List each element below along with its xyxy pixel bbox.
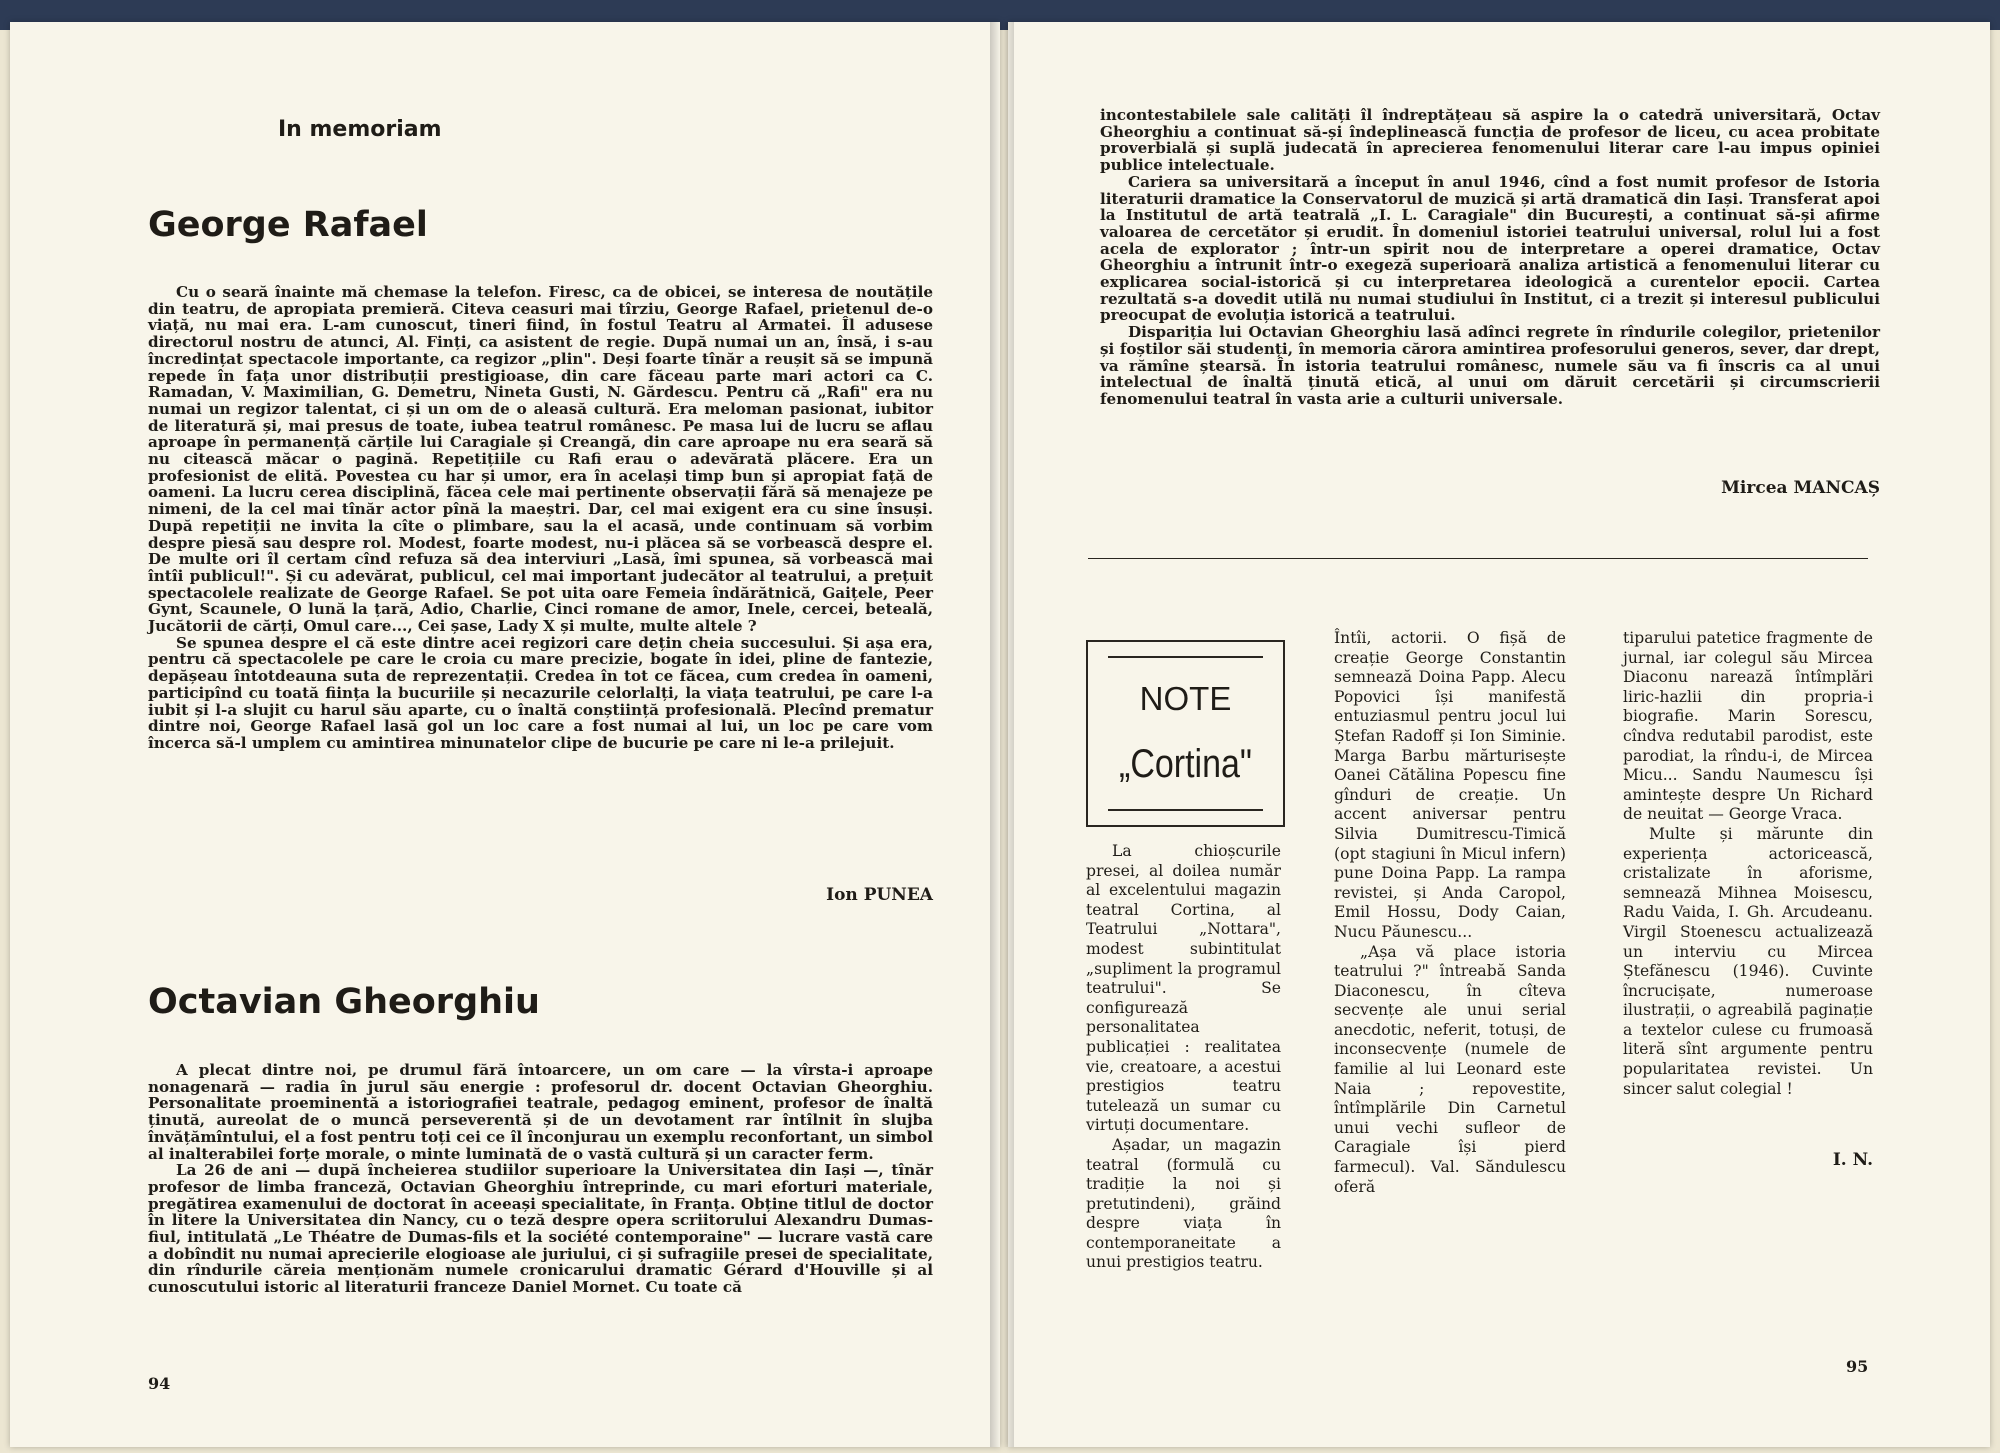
article-continuation-octavian-gheorghiu	[1100, 107, 1880, 408]
article-title-octavian-gheorghiu: Octavian Gheorghiu	[148, 982, 540, 1022]
paragraph: Cu o seară înainte mă chemase la telefon. Firesc, ca de obicei, se interesa de noutățile din teatru, de apropiata premieră. Citeva ceasuri mai tîrziu, George Rafael, prietenul de-o viață, nu mai era. L-am cunoscut, tineri fiind, în fostul Teatru al Armatei. Îl adusese directorul nostru de atunci, Al. Finți, ca asistent de regie. După numai un an, însă, i s-au încredințat spectacole importante, ca regizor „plin". Deși foarte tînăr a reușit să se impună repede în fața unor distribuții prestigioase, din care făceau parte mari actori ca C. Ramadan, V. Maximilian, G. Demetru, Nineta Gusti, N. Gărdescu. Pentru că „Rafi" era nu numai un regizor talentat, ci și un om de o aleasă cultură. Era meloman pasionat, iubitor de literatură și, mai presus de toate, iubea teatrul românesc. Pe masa lui de lucru se aflau aproape în permanență cărțile lui Caragiale și Creangă, din care aproape nu era seară să nu citească măcar o pagină. Repetițiile cu Rafi erau o adevărată plăcere. Era un profesionist de elită. Povestea cu har și umor, era în același timp bun și apropiat față de oameni. La lucru cerea disciplină, făcea cele mai pertinente observații fără să menajeze pe nimeni, de la cel mai tînăr actor pînă la maeștri. Dar, cel mai exigent era cu sine însuși. După repetiții ne invita la cîte o plimbare, sau la el acasă, unde continuam să vorbim despre piesă sau despre rol. Modest, foarte modest, nu-i plăcea să se vorbească despre el. De multe ori îl certam cînd refuza să dea interviuri „Lasă, îmi spunea, să vorbească mai întîi publicul!". Și cu adevărat, publicul, cel mai important judecător al teatrului, a prețuit spectacolele realizate de George Rafael. Se pot uita oare Femeia îndărătnică, Gaițele, Peer Gynt, Scaunele, O lună la țară, Adio, Charlie, Cinci romane de amor, Inele, cercei, beteală, Jucătorii de cărți, Omul care..., Cei șase, Lady X și multe, multe altele ?	[148, 283, 933, 636]
note-box-bottom-line	[1108, 809, 1263, 811]
section-kicker: In memoriam	[278, 117, 442, 142]
paragraph: Așadar, un magazin teatral (formulă cu tradiție la noi și pretutindeni), grăind despre viața în contemporaneitate a unui prestigios teatru.	[1086, 1135, 1281, 1272]
article-body-octavian-gheorghiu	[148, 1062, 933, 1296]
section-divider	[1088, 558, 1868, 559]
note-subject: „Cortina"	[1119, 742, 1252, 786]
left-page	[10, 22, 1000, 1447]
article-title-george-rafael: George Rafael	[148, 205, 428, 245]
note-column-3	[1623, 629, 1873, 1099]
signature-ion-punea: Ion PUNEA	[826, 885, 933, 905]
paragraph: La 26 de ani — după încheierea studiilor superioare la Universitatea din Iași —, tînăr profesor de limba franceză, Octavian Gheorghiu întreprinde, cu mari eforturi materiale, pregătirea examenului de doctorat în aceeași specialitate, în Franța. Obține titlul de doctor în litere la Universitatea din Nancy, cu o teză despre opera scriitorului Alexandru Dumas-fiul, intitulată „Le Théatre de Dumas-fils et la société contemporaine" — lucrare vastă care a dobîndit nu numai aprecierile elogioase ale juriului, ci și sufragiile presei de specialitate, din rîndurile căreia menționăm numele cronicarului dramatic Gérard d'Houville și al cunoscutului istoric al literaturii franceze Daniel Mornet. Cu toate că	[148, 1161, 933, 1297]
note-column-1	[1086, 842, 1281, 1273]
note-heading: NOTE	[1139, 680, 1232, 717]
note-title-box	[1086, 640, 1285, 827]
article-body-george-rafael	[148, 284, 933, 752]
paragraph: tiparului patetice fragmente de jurnal, iar colegul său Mircea Diaconu narează întîmplări liric-hazlii din propria-i biografie. Marin Sorescu, cîndva redutabil parodist, este parodiat, la rîndu-i, de Mircea Micu... Sandu Naumescu își amintește despre Un Richard de neuitat — George Vraca.	[1623, 629, 1873, 824]
note-box-top-line	[1108, 656, 1263, 658]
paragraph: Cariera sa universitară a început în anul 1946, cînd a fost numit profesor de Istoria literaturii dramatice la Conservatorul de muzică și artă dramatică din Iași. Transferat apoi la Institutul de artă teatrală „I. L. Caragiale" din București, a continuat să-și afirme valoarea de cercetător și erudit. În domeniul istoriei teatrului universal, rolul lui a fost acela de explorator ; într-un spirit nou de interpretare a operei dramatice, Octav Gheorghiu a întrunit într-o exegeză superioară analiza artistică a fenomenului literar cu explicarea social-istorică și cu interpretarea ideologică a curentelor epocii. Cartea rezultată s-a dovedit utilă nu numai studiului în Institut, ci a trezit și interesul publicului preocupat de evoluția istorică a teatrului.	[1100, 172, 1880, 325]
paragraph: incontestabilele sale calități îl îndreptățeau să aspire la o catedră universitară, Octav Gheorghiu a continuat să-și îndeplinească funcția de profesor de liceu, cu acea probitate proverbială și suplă judecată în aprecierea fenomenului literar care l-au impus opiniei publice intelectuale.	[1100, 106, 1880, 175]
note-column-2	[1334, 629, 1566, 1197]
right-page	[1008, 22, 1990, 1447]
book-gutter	[990, 22, 1014, 1447]
paragraph: „Așa vă place istoria teatrului ?" întreabă Sanda Diaconescu, în cîteva secvențe ale unui serial anecdotic, neferit, totuși, de inconsecvențe (numele de familie al lui Leonard este Naia ; repovestite, întîmplările Din Carnetul unui vechi sufleor de Caragiale își pierd farmecul). Val. Săndulescu oferă	[1334, 942, 1566, 1196]
paragraph: A plecat dintre noi, pe drumul fără întoarcere, un om care — la vîrsta-i aproape nonagenară — radia în jurul său energie : profesorul dr. docent Octavian Gheorghiu. Personalitate proeminentă a istoriografiei teatrale, pedagog eminent, profesor de înaltă ținută, aureolat de o muncă perseverentă și de un devotament rar întîlnit în slujba învățămîntului, el a fost pentru toți cei ce îl înconjurau un exemplu reconfortant, un simbol al inalterabilei forțe morale, o minte luminată de o vastă cultură și un caracter ferm.	[148, 1061, 933, 1163]
paragraph: La chioșcurile presei, al doilea număr al excelentului magazin teatral Cortina, al Teatrului „Nottara", modest subintitulat „supliment la programul teatrului". Se configurează personalitatea publicației : realitatea vie, creatoare, a acestui prestigios teatru tutelează un sumar cu virtuți documentare.	[1086, 842, 1281, 1135]
page-number-right: 95	[1846, 1357, 1869, 1376]
paragraph: Multe și mărunte din experiența actoricească, cristalizate în aforisme, semnează Mihnea Moisescu, Radu Vaida, I. Gh. Arcudeanu. Virgil Stoenescu actualizează un interviu cu Mircea Ștefănescu (1946). Cuvinte încrucișate, numeroase ilustrații, o agreabilă paginație a textelor culese cu frumoasă literă sînt argumente pentru popularitatea revistei. Un sincer salut colegial !	[1623, 824, 1873, 1098]
paragraph: Întîi, actorii. O fișă de creație George Constantin semnează Doina Papp. Alecu Popovici își manifestă entuziasmul pentru jocul lui Ștefan Radoff și Ion Siminie. Marga Barbu mărturisește Oanei Cătălina Popescu fine gînduri de creație. Un accent aniversar pentru Silvia Dumitrescu-Timică (opt stagiuni în Micul infern) pune Doina Papp. La rampa revistei, și Anda Caropol, Emil Hossu, Dody Caian, Nucu Păunescu...	[1334, 629, 1566, 941]
signature-mircea-mancas: Mircea MANCAȘ	[1721, 478, 1880, 498]
paragraph: Dispariția lui Octavian Gheorghiu lasă adînci regrete în rîndurile colegilor, prietenilor și foștilor săi studenți, în memoria cărora amintirea profesorului generos, sever, dar drept, va rămîne ștearsă. În istoria teatrului românesc, numele său va fi înscris ca al unui intelectual de înaltă ținută etică, al unui om dăruit cercetării și circumscrierii fenomenului teatral în vasta arie a culturii universale.	[1100, 323, 1880, 408]
paragraph: Se spunea despre el că este dintre acei regizori care dețin cheia succesului. Și așa era, pentru că spectacolele pe care le croia cu mare precizie, bogate în idei, pline de fantezie, depășeau întotdeauna suta de reprezentații. Credea în tot ce făcea, cum credea în oameni, participînd cu toată ființa la bucuriile și necazurile celorlalți, la viața teatrului, pe care l-a iubit și l-a slujit cu harul său aparte, cu o înaltă conștiință profesională. Plecînd prematur dintre noi, George Rafael lasă gol un loc care a fost numai al lui, un loc pe care vom încerca să-l umplem cu amintirea minunatelor clipe de bucurie pe care ni le-a prilejuit.	[148, 633, 933, 752]
page-number-left: 94	[148, 1374, 171, 1393]
signature-i-n: I. N.	[1832, 1150, 1873, 1170]
